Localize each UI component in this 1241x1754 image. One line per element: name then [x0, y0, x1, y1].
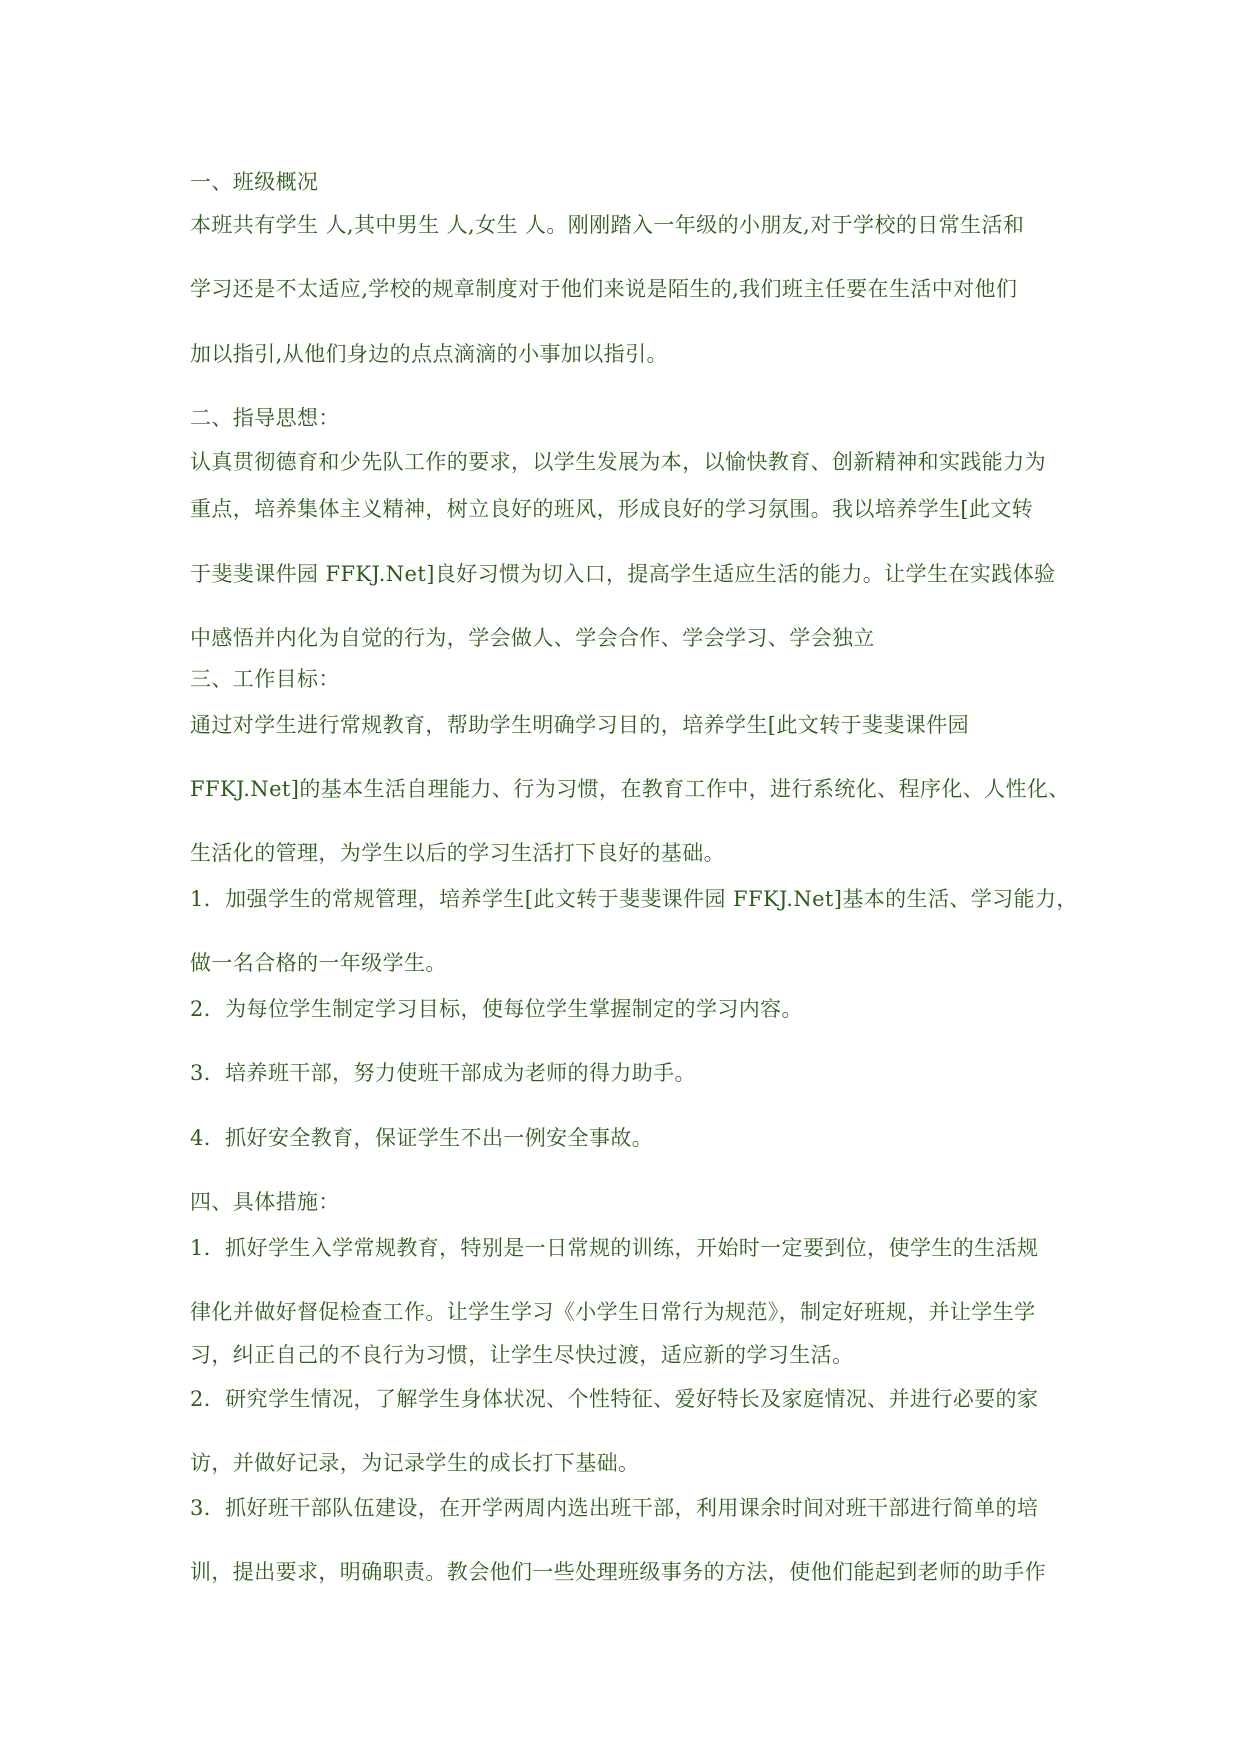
- list-item-goal-1-cont: 做一名合格的一年级学生。: [190, 951, 447, 975]
- list-item-measure-3: 3．抓好班干部队伍建设，在开学两周内选出班干部，利用课余时间对班干部进行简单的培: [190, 1496, 1039, 1520]
- paragraph-line: 习，纠正自己的不良行为习惯，让学生尽快过渡，适应新的学习生活。: [190, 1343, 854, 1367]
- paragraph-line: 律化并做好督促检查工作。让学生学习《小学生日常行为规范》，制定好班规，并让学生学: [190, 1300, 1036, 1324]
- paragraph-line: 加以指引,从他们身边的点点滴滴的小事加以指引。: [190, 342, 668, 366]
- list-item-goal-4: 4．抓好安全教育，保证学生不出一例安全事故。: [190, 1126, 654, 1150]
- paragraph-line: 重点，培养集体主义精神，树立良好的班风，形成良好的学习氛围。我以培养学生[此文转: [190, 497, 1034, 521]
- paragraph-line: 认真贯彻德育和少先队工作的要求，以学生发展为本，以愉快教育、创新精神和实践能力为: [190, 450, 1046, 474]
- list-item-goal-1: 1．加强学生的常规管理，培养学生[此文转于斐斐课件园 FFKJ.Net]基本的生活、学习能力，: [190, 887, 1078, 911]
- list-item-measure-1: 1．抓好学生入学常规教育，特别是一日常规的训练，开始时一定要到位，使学生的生活规: [190, 1236, 1039, 1260]
- section-heading-class-overview: 一、班级概况: [190, 170, 319, 194]
- list-item-goal-3: 3．培养班干部，努力使班干部成为老师的得力助手。: [190, 1061, 696, 1085]
- paragraph-line: 于斐斐课件园 FFKJ.Net]良好习惯为切入口，提高学生适应生活的能力。让学生在实践体验: [190, 562, 1056, 586]
- section-heading-measures: 四、具体措施：: [190, 1190, 340, 1214]
- section-heading-guiding-ideas: 二、指导思想：: [190, 406, 340, 430]
- list-item-measure-2: 2．研究学生情况，了解学生身体状况、个性特征、爱好特长及家庭情况、并进行必要的家: [190, 1387, 1039, 1411]
- paragraph-line: FFKJ.Net]的基本生活自理能力、行为习惯，在教育工作中，进行系统化、程序化、人性化、: [190, 777, 1070, 801]
- paragraph-line: 生活化的管理，为学生以后的学习生活打下良好的基础。: [190, 841, 725, 865]
- paragraph-line: 学习还是不太适应,学校的规章制度对于他们来说是陌生的,我们班主任要在生活中对他们: [190, 277, 1018, 301]
- paragraph-line: 本班共有学生 人,其中男生 人,女生 人。刚刚踏入一年级的小朋友,对于学校的日常生活和: [190, 213, 1025, 237]
- paragraph-line: 访，并做好记录，为记录学生的成长打下基础。: [190, 1451, 640, 1475]
- section-heading-work-goals: 三、工作目标：: [190, 667, 340, 691]
- list-item-goal-2: 2．为每位学生制定学习目标，使每位学生掌握制定的学习内容。: [190, 997, 803, 1021]
- paragraph-line: 中感悟并内化为自觉的行为，学会做人、学会合作、学会学习、学会独立: [190, 626, 875, 650]
- paragraph-line: 通过对学生进行常规教育，帮助学生明确学习目的，培养学生[此文转于斐斐课件园: [190, 713, 969, 737]
- paragraph-line: 训，提出要求，明确职责。教会他们一些处理班级事务的方法，使他们能起到老师的助手作: [190, 1560, 1046, 1584]
